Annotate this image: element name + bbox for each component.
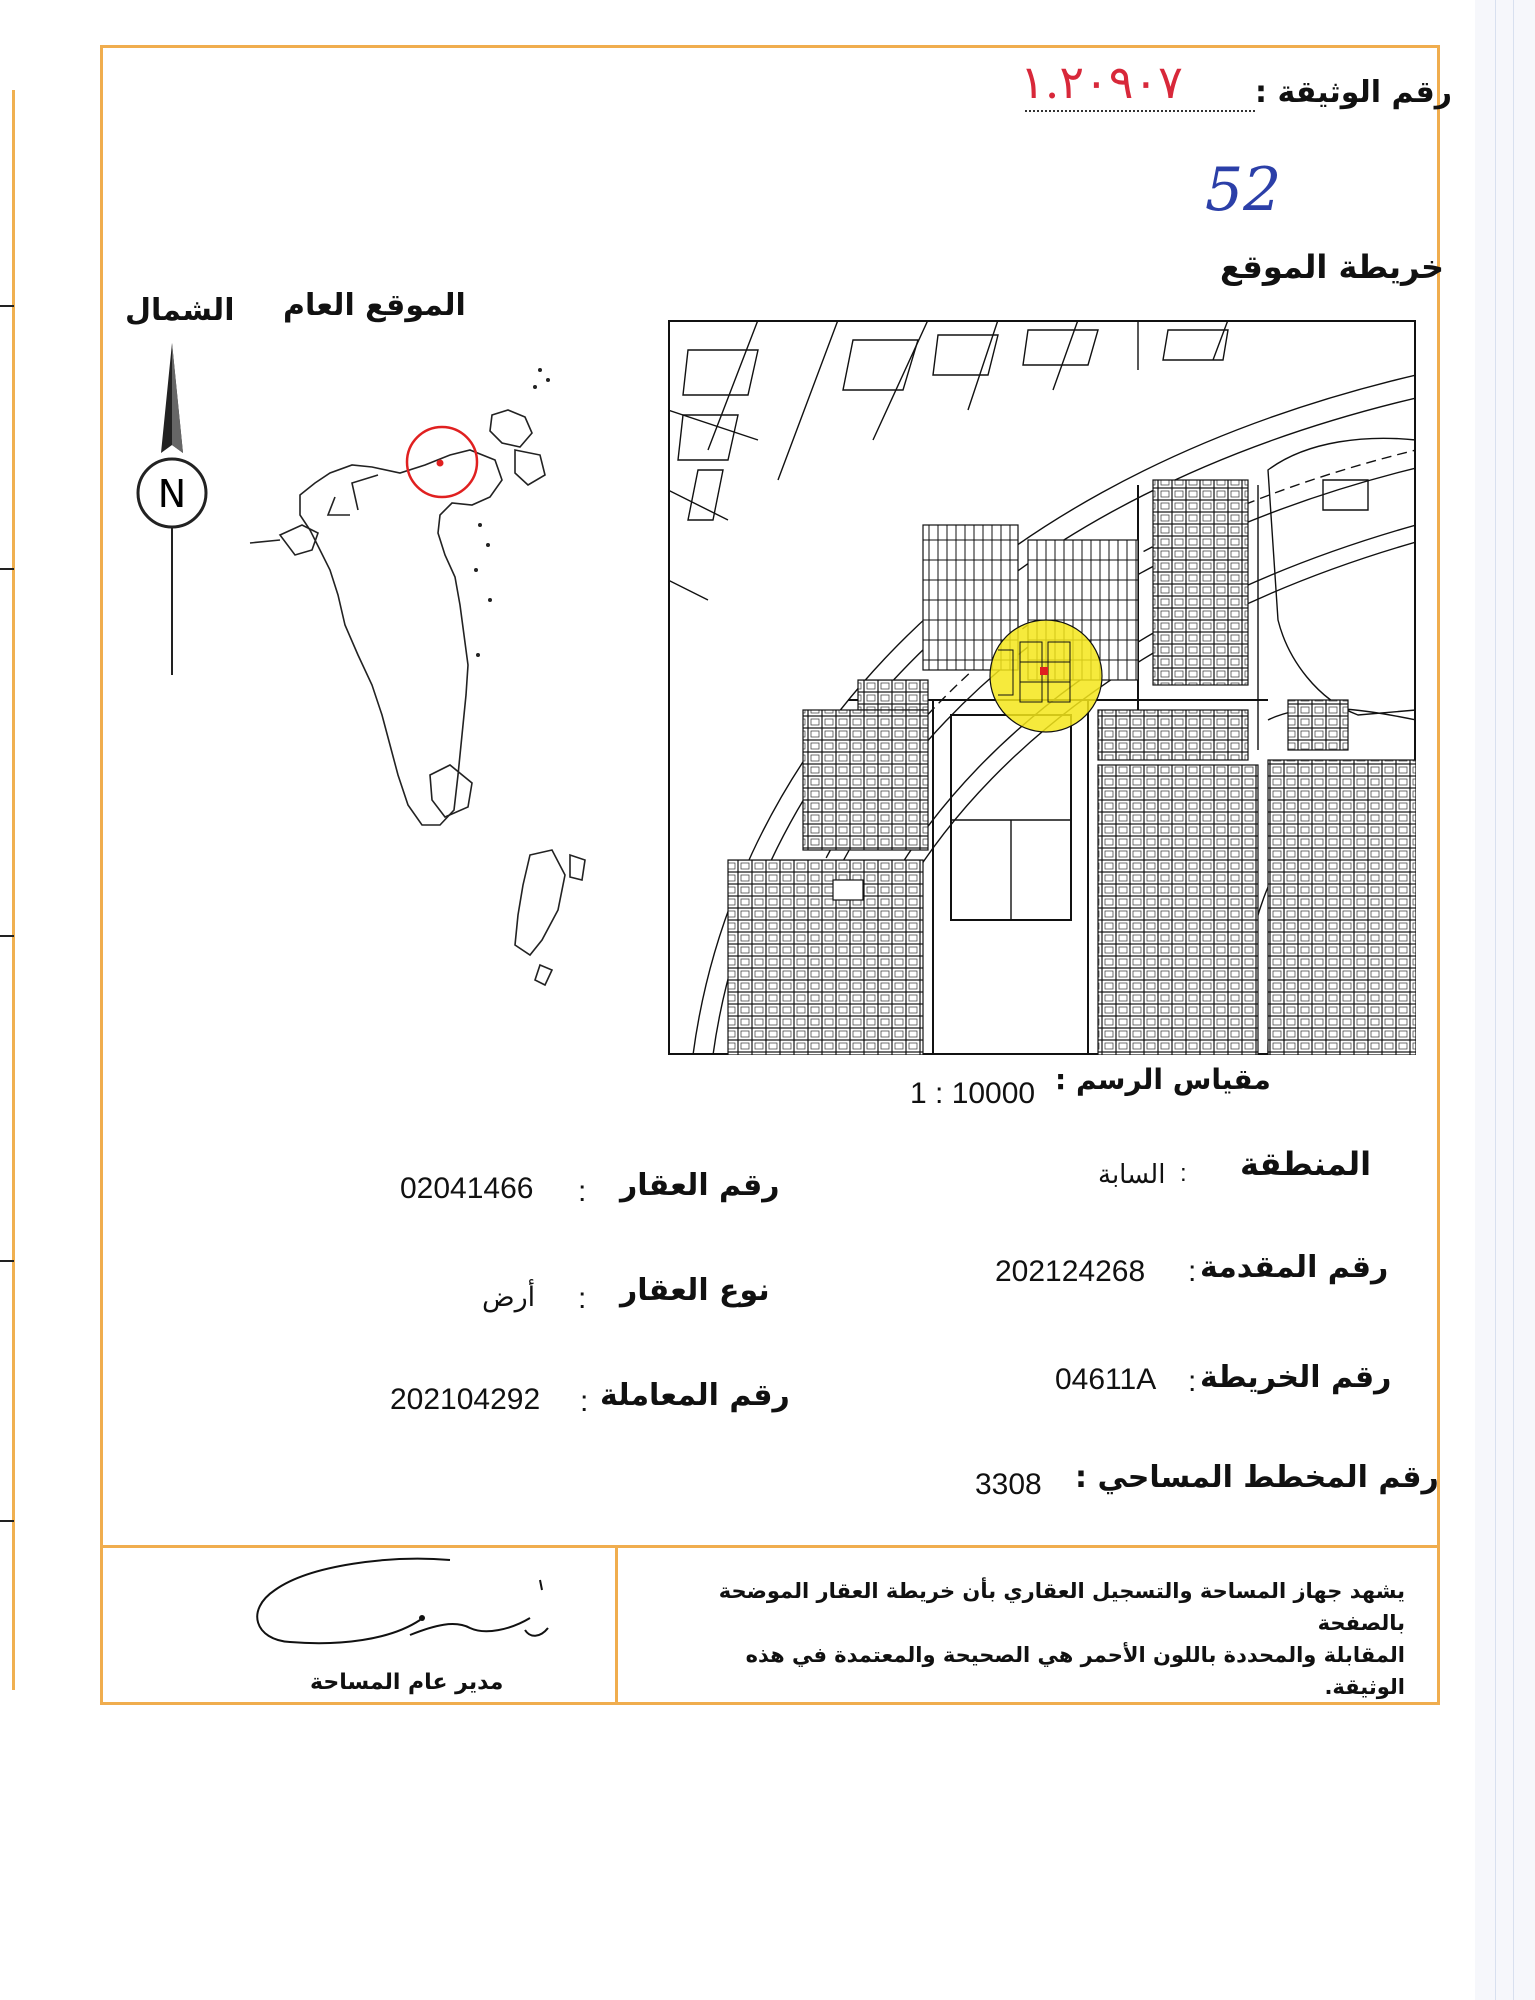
scan-tick [0, 1520, 14, 1522]
certification-line-2: المقابلة والمحددة باللون الأحمر هي الصحيحة والمعتمدة في هذه الوثيقة. [745, 1643, 1405, 1699]
parcel-marker [1040, 667, 1048, 675]
survey-plan-label: رقم المخطط المساحي : [1075, 1460, 1439, 1495]
survey-plan-value: 3308 [975, 1468, 1042, 1501]
map-number-label: رقم الخريطة [1200, 1360, 1392, 1395]
property-number-colon: : [578, 1175, 587, 1208]
applicant-number-colon: : [1188, 1255, 1197, 1288]
property-type-value: أرض [482, 1282, 536, 1313]
page-number-handwritten: 52 [1205, 155, 1282, 225]
property-number-value: 02041466 [400, 1172, 534, 1205]
applicant-number-label: رقم المقدمة [1200, 1250, 1389, 1285]
signature [230, 1550, 560, 1670]
transaction-number-label: رقم المعاملة [600, 1378, 790, 1413]
north-letter: N [157, 472, 187, 516]
scan-tick [0, 1260, 14, 1262]
region-colon: : [1180, 1160, 1187, 1187]
property-type-label: نوع العقار [620, 1273, 770, 1308]
scan-right-edge [1475, 0, 1535, 2000]
transaction-number-value: 202104292 [390, 1383, 541, 1416]
doc-number-label: رقم الوثيقة : [1255, 75, 1452, 110]
north-arrow-icon [125, 335, 220, 685]
scale-value: 1 : 10000 [910, 1077, 1036, 1110]
scale-label: مقياس الرسم : [1055, 1063, 1271, 1096]
region-value: السابة [1098, 1160, 1166, 1190]
site-map [668, 320, 1416, 1055]
certification-text [690, 1575, 1405, 1703]
country-overview-map [240, 355, 620, 995]
north-label: الشمال [125, 293, 235, 328]
scan-tick [0, 935, 14, 937]
transaction-number-colon: : [580, 1385, 589, 1418]
certification-line-1: يشهد جهاز المساحة والتسجيل العقاري بأن خريطة العقار الموضحة بالصفحة [718, 1579, 1405, 1635]
general-location-title: الموقع العام [283, 288, 466, 323]
applicant-number-value: 202124268 [995, 1255, 1146, 1288]
signatory-title: مدير عام المساحة [310, 1670, 504, 1695]
doc-number-handwritten: ١.٢٠٩٠٧ [1020, 55, 1183, 109]
property-type-colon: : [578, 1282, 587, 1315]
scan-tick [0, 305, 14, 307]
parcel-highlight-circle [990, 620, 1102, 732]
scan-tick [0, 568, 14, 570]
property-number-label: رقم العقار [620, 1168, 780, 1203]
site-map-title: خريطة الموقع [1220, 248, 1445, 286]
doc-number-dotted-line [1025, 110, 1255, 112]
certification-divider [615, 1545, 618, 1705]
map-number-value: 04611A [1055, 1363, 1157, 1396]
map-number-colon: : [1188, 1365, 1197, 1398]
scan-edge-line [12, 90, 15, 1690]
region-label: المنطقة [1240, 1145, 1372, 1183]
certification-top-border [100, 1545, 1440, 1548]
